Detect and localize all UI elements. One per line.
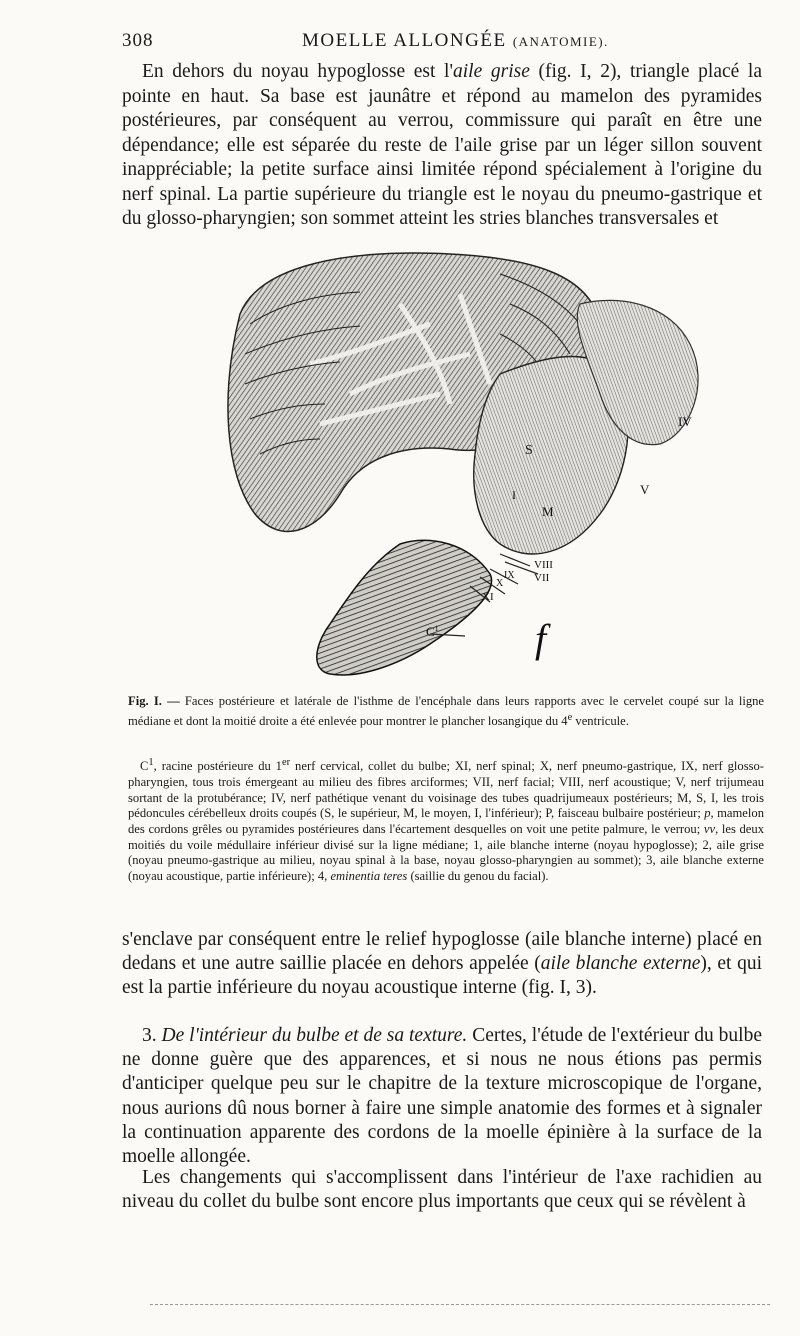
paragraph-enclave: s'enclave par conséquent entre le relief hypoglosse (aile blanche interne) placé en dedans et une autre saillie placée en dehors appelée (aile blanche externe), et qui est la partie inférieure du noyau acoustique interne (fig. I, 3). (122, 929, 762, 999)
page-header (122, 30, 760, 56)
running-title-sub: (ANATOMIE). (512, 34, 609, 49)
label-f: f (535, 616, 547, 661)
figure-brainstem-illustration (200, 244, 780, 682)
label-C1: $C^1$ (426, 624, 439, 639)
medulla-oblongata (317, 540, 492, 675)
label-V: V (640, 482, 650, 497)
paragraph-aile-grise: En dehors du noyau hypoglosse est l'aile grise (fig. I, 2), triangle placé la pointe en haut. Sa base est jaunâtre et répond au mamelon des pyramides postérieures, par conséquent au verrou, commissure qui paraît en être une dépendance; elle est séparée du reste de l'aile grise par un léger sillon souvent inappréciable; la petite surface ainsi limitée répond spécialement à l'origine du nerf spinal. La partie supérieure du triangle est le noyau du pneumo-gastrique et du glosso-pharyngien; son sommet atteint les stries blanches transversales et (122, 61, 762, 229)
paragraph-changements: Les changements qui s'accomplissent dans l'intérieur de l'axe rachidien au niveau du collet du bulbe sont encore plus importants que ceux qui se révèlent à (122, 1167, 762, 1213)
body-paragraph-top (122, 60, 762, 232)
body-paragraph-section (122, 1024, 762, 1169)
label-IV: IV (678, 414, 692, 429)
label-I: I (512, 488, 516, 502)
brainstem-engraving (200, 244, 780, 682)
figure-legend-text: $C^1$, racine postérieure du 1er nerf cervical, collet du bulbe; XI, nerf spinal; X, nerf pneumo-gastrique, IX, nerf glosso-pharyngien, tous trois émergeant au milieu des fibres arciformes; VII, nerf facial; VIII, nerf acoustique; V, nerf trijumeau sortant de la protubérance; IV, nerf pathétique venant du voisinage des tubes quadrijumeaux postérieurs; M, S, I, les trois pédoncules cérébelleux droits coupés (S, le supérieur, M, le moyen, I, l'inférieur); P, faisceau bulbaire postérieur; p, mamelon des cordons grêles ou pyramides postérieures dans l'écartement desquelles on voit une petite palmure, le verrou; vv, les deux moitiés du voile médullaire inférieur divisé sur la ligne médiane; 1, aile blanche interne (noyau hypoglosse); 2, aile grise (noyau pneumo-gastrique au milieu, noyau spinal à la base, noyau glosso-pharyngien au sommet); 3, aile blanche externe (noyau acoustique, partie inférieure); 4, eminentia teres (saillie du genou du facial). (128, 757, 764, 884)
section-heading-paragraph: 3. De l'intérieur du bulbe et de sa texture. Certes, l'étude de l'extérieur du bulbe ne donne guère que des apparences, et si nous ne nous étions pas permis d'anticiper quelque peu sur le chapitre de la texture microscopique de l'organe, nous aurions dû nous borner à faire une simple anatomie des formes et à signaler la continuation apparente des cordons de la moelle épinière à la surface de la moelle allongée. (122, 1025, 762, 1168)
label-VII: VII (534, 572, 550, 584)
figure-legend (128, 755, 764, 885)
running-title (302, 30, 609, 52)
label-M: M (542, 504, 554, 519)
label-X: X (496, 578, 504, 589)
label-IX: IX (504, 570, 515, 581)
bottom-rule (150, 1304, 770, 1305)
label-VIII: VIII (534, 559, 553, 571)
body-paragraph-middle (122, 928, 762, 1001)
figure-caption-text: Fig. I. — Faces postérieure et latérale de l'isthme de l'encéphale dans leurs rapports avec le cervelet coupé sur la ligne médiane et dont la moitié droite a été enlevée pour montrer le plancher losangique du 4e ventricule. (128, 694, 764, 728)
running-title-main: MOELLE ALLONGÉE (302, 30, 507, 51)
label-XI: XI (482, 591, 494, 603)
figure-caption (128, 694, 764, 730)
body-paragraph-last (122, 1166, 762, 1214)
page-number: 308 (122, 30, 154, 51)
label-S: S (525, 443, 533, 458)
